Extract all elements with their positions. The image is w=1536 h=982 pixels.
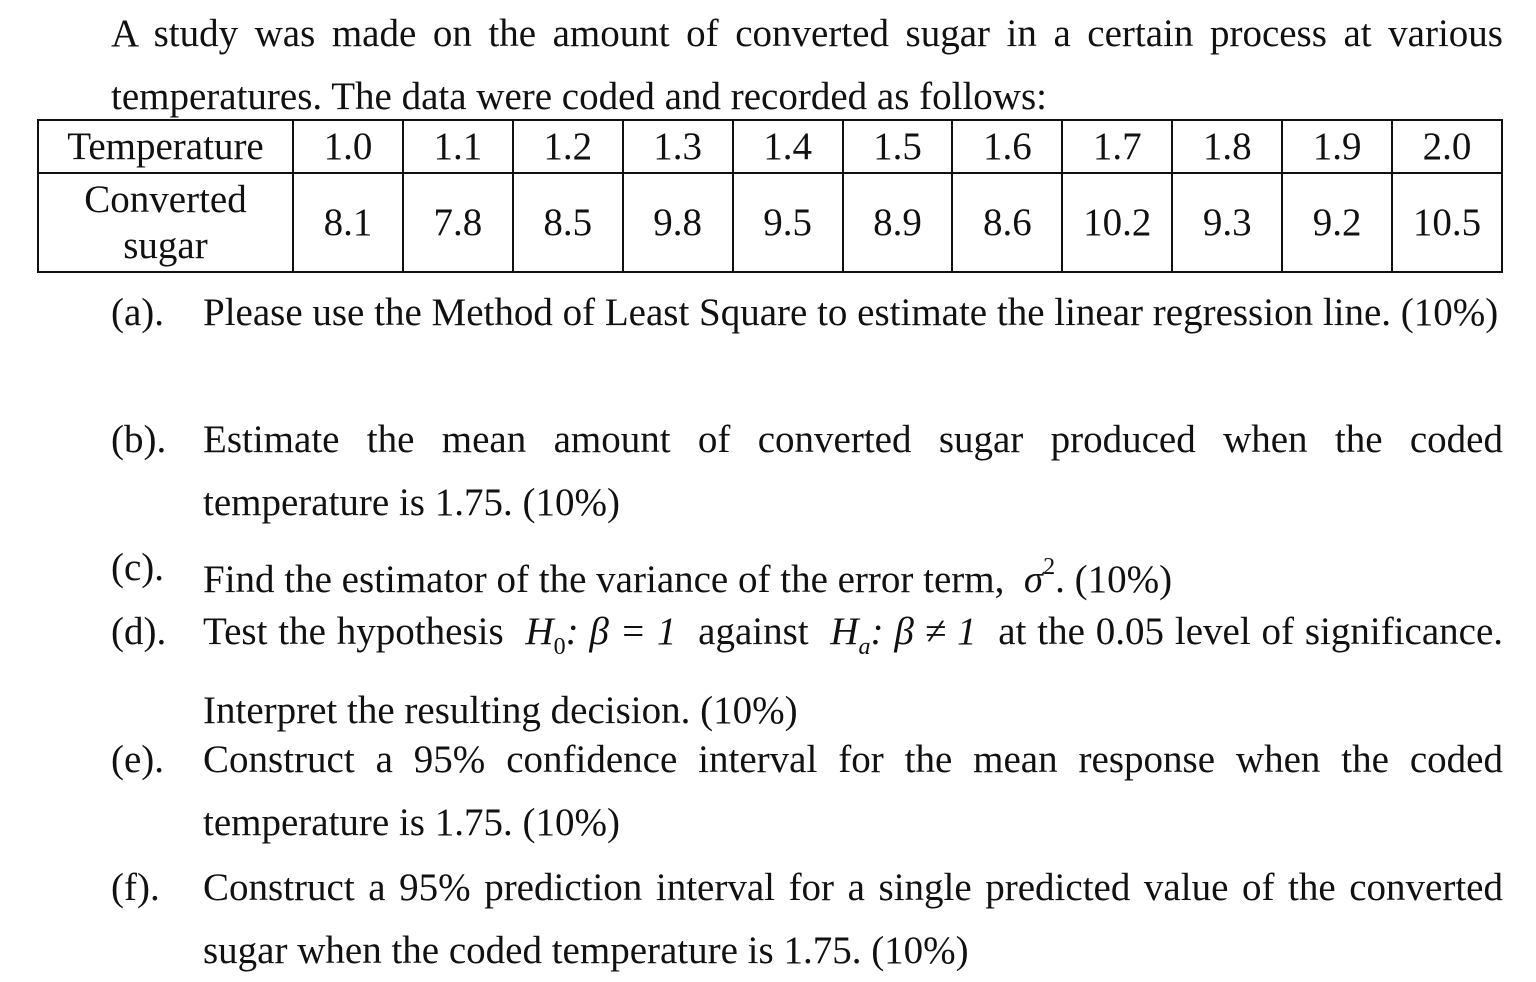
temperature-cell: 2.0 (1392, 120, 1502, 173)
question-text: Test the hypothesis $H_0$: β = 1 against $H_a$: β ≠ 1 at the 0.05 level of significance. Interpret the resulting decision. (10%) (203, 610, 1504, 732)
temperature-cell: 1.9 (1282, 120, 1392, 173)
temperature-cell: 1.3 (623, 120, 733, 173)
temperature-cell: 1.2 (513, 120, 623, 173)
question-text: Please use the Method of Least Square to estimate the linear regression line. (10%) (203, 291, 1499, 334)
temperature-cell: 1.8 (1172, 120, 1282, 173)
temperature-row (38, 120, 1502, 173)
question-f (111, 856, 1503, 982)
temperature-cell: 1.0 (293, 120, 403, 173)
question-label: (a). (111, 291, 165, 334)
sugar-cell: 9.3 (1172, 173, 1282, 272)
question-label: (c). (111, 546, 165, 589)
intro-paragraph: A study was made on the amount of converted sugar in a certain process at various temperatures. The data were coded and recorded as follows: (111, 12, 1503, 118)
data-table (37, 119, 1503, 273)
question-text: Estimate the mean amount of converted sugar produced when the coded temperature is 1.75. (10%) (203, 418, 1503, 524)
question-e (111, 728, 1503, 854)
temperature-cell: 1.7 (1062, 120, 1172, 173)
question-text: Construct a 95% prediction interval for a single predicted value of the converted sugar when the coded temperature is 1.75. (10%) (203, 866, 1503, 972)
null-hypothesis: $H_0$: β = 1 (525, 610, 677, 660)
question-d (111, 600, 1503, 742)
alternative-hypothesis: $H_a$: β ≠ 1 (830, 610, 977, 660)
question-text: Construct a 95% confidence interval for the mean response when the coded temperature is 1.75. (10%) (203, 738, 1503, 844)
sugar-cell: 9.5 (733, 173, 843, 272)
sugar-cell: 9.2 (1282, 173, 1392, 272)
sugar-cell: 8.1 (293, 173, 403, 272)
sugar-cell: 9.8 (623, 173, 733, 272)
temperature-cell: 1.1 (403, 120, 513, 173)
question-text: Find the estimator of the variance of the error term, $\sigma^2$. (10%) (203, 554, 1173, 601)
question-label: (f). (111, 866, 160, 909)
sugar-cell: 10.2 (1062, 173, 1172, 272)
sugar-cell: 10.5 (1392, 173, 1502, 272)
converted-sugar-header: Converted sugar (38, 173, 293, 272)
question-b (111, 408, 1503, 534)
question-label: (d). (111, 610, 167, 653)
converted-sugar-row (38, 173, 1502, 272)
sugar-cell: 8.9 (843, 173, 953, 272)
temperature-cell: 1.5 (843, 120, 953, 173)
temperature-cell: 1.6 (952, 120, 1062, 173)
sugar-cell: 8.5 (513, 173, 623, 272)
sigma-symbol: σ (1023, 558, 1044, 601)
sugar-cell: 8.6 (952, 173, 1062, 272)
sugar-cell: 7.8 (403, 173, 513, 272)
question-a (111, 281, 1503, 344)
temperature-cell: 1.4 (733, 120, 843, 173)
question-label: (b). (111, 418, 167, 461)
temperature-header: Temperature (38, 120, 293, 173)
question-label: (e). (111, 738, 165, 781)
squared-exponent: 2 (1043, 554, 1056, 580)
